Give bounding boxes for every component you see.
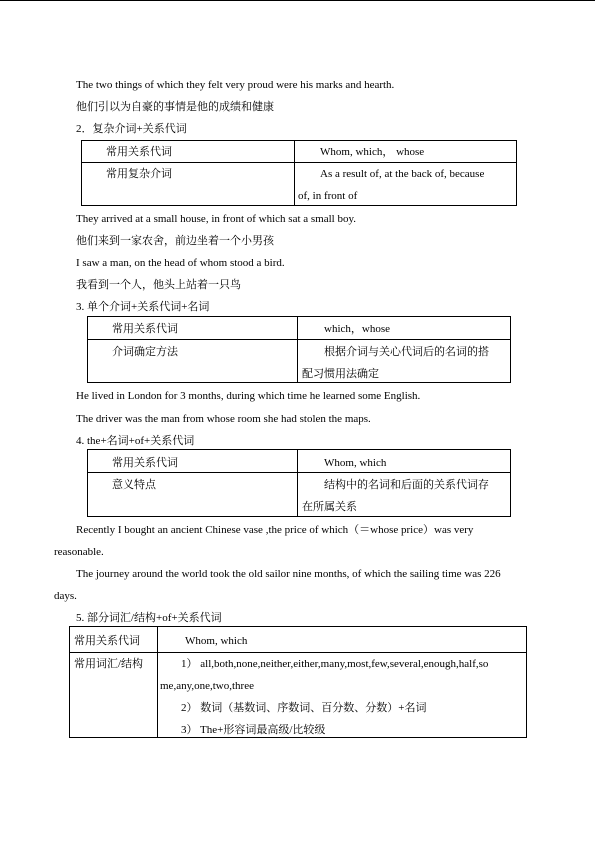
table-cell-label: 常用关系代词 — [112, 457, 178, 469]
example-sentence: The two things of which they felt very proud were his marks and hearth. — [76, 79, 395, 91]
section-heading: 2．复杂介词+关系代词 — [76, 123, 187, 135]
table-cell-value: 在所属关系 — [302, 501, 357, 513]
example-translation: 他们引以为自豪的事情是他的成绩和健康 — [76, 101, 274, 113]
table-cell-label: 常用关系代词 — [112, 323, 178, 335]
the-noun-of-table — [87, 449, 511, 517]
table-cell-label: 常用词汇/结构 — [74, 658, 144, 670]
example-sentence: Recently I bought an ancient Chinese vase ,the price of which（＝whose price）was very — [76, 524, 474, 536]
example-sentence: The journey around the world took the old sailor nine months, of which the sailing time was 226 — [76, 568, 501, 580]
table-cell-value: 根据介词与关心代词后的名词的搭 — [324, 346, 489, 358]
example-sentence: The driver was the man from whose room she had stolen the maps. — [76, 413, 371, 425]
table-cell-value: As a result of, at the back of, because — [320, 168, 485, 180]
example-sentence-continued: days. — [54, 590, 77, 602]
table-cell-value: of, in front of — [298, 190, 358, 202]
table-cell-value: Whom, which， whose — [320, 146, 425, 158]
table-cell-label: 意义特点 — [112, 479, 156, 491]
table-cell-value: 结构中的名词和后面的关系代词存 — [324, 479, 489, 491]
table-cell-label: 常用关系代词 — [106, 146, 172, 158]
example-sentence: I saw a man, on the head of whom stood a bird. — [76, 257, 285, 269]
table-cell-value: Whom, which — [185, 635, 248, 647]
example-sentence: He lived in London for 3 months, during which time he learned some English. — [76, 390, 421, 402]
example-translation: 他们来到一家农舍，前边坐着一个小男孩 — [76, 235, 274, 247]
single-preposition-table — [87, 316, 511, 383]
list-item: 2） 数词（基数词、序数词、百分数、分数）+名词 — [181, 702, 427, 714]
example-sentence: They arrived at a small house, in front of which sat a small boy. — [76, 213, 357, 225]
table-cell-label: 介词确定方法 — [112, 346, 178, 358]
section-heading: 5. 部分词汇/结构+of+关系代词 — [76, 612, 222, 624]
complex-preposition-table — [81, 140, 517, 206]
table-cell-value: 配习惯用法确定 — [302, 368, 379, 380]
section-heading: 3. 单个介词+关系代词+名词 — [76, 301, 210, 313]
table-cell-label: 常用关系代词 — [74, 635, 140, 647]
list-item: 1） all,both,none,neither,either,many,most,few,several,enough,half,so — [181, 658, 489, 670]
table-cell-value: which，whose — [324, 323, 390, 335]
list-item-continued: me,any,one,two,three — [160, 680, 254, 692]
example-translation: 我看到一个人，他头上站着一只鸟 — [76, 279, 241, 291]
partitive-table — [69, 626, 527, 738]
header-rule — [0, 0, 595, 1]
table-cell-value: Whom, which — [324, 457, 387, 469]
section-heading: 4. the+名词+of+关系代词 — [76, 435, 195, 447]
table-cell-label: 常用复杂介词 — [106, 168, 172, 180]
example-sentence-continued: reasonable. — [54, 546, 104, 558]
list-item: 3） The+形容词最高级/比较级 — [181, 724, 326, 736]
